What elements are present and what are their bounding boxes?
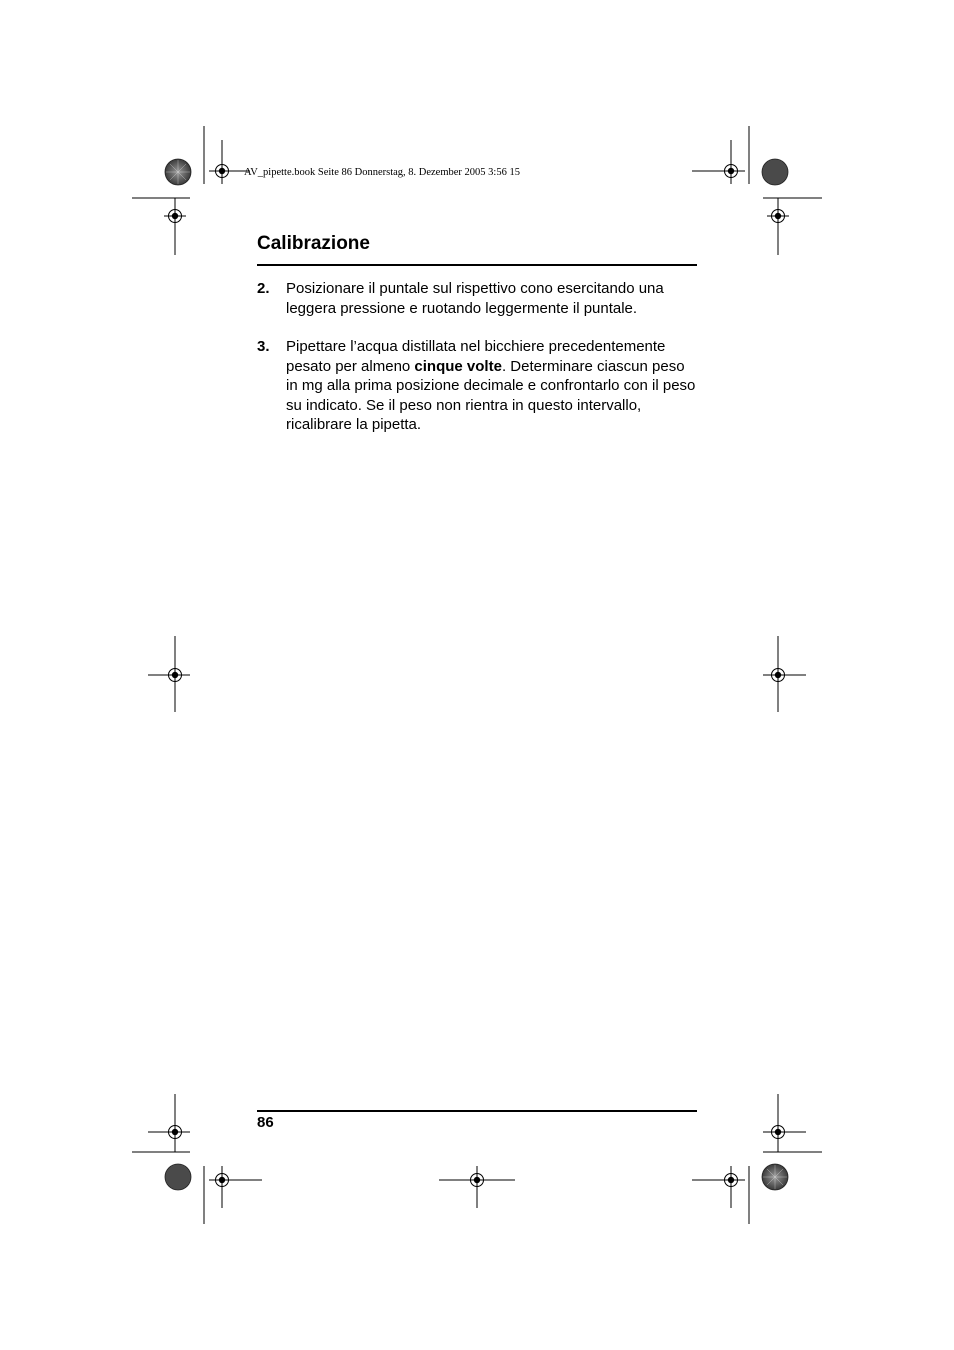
- step-text-part: Pipettare l’acqua distillata nel bicchiere precedentemente pesato per almeno: [286, 338, 666, 375]
- print-slug-line: AV_pipette.book Seite 86 Donnerstag, 8. Dezember 2005 3:56 15: [244, 167, 520, 178]
- step-text: Posizionare il puntale sul rispettivo cono esercitando una leggera pressione e ruotando leggermente il puntale.: [286, 280, 664, 317]
- section-title: Calibrazione: [257, 233, 370, 254]
- step-text-part: . Determinare ciascun peso in mg alla prima posizione decimale e confrontarlo con il peso su indicato. Se il peso non rientra in questo intervallo, ricalibrare la pipetta.: [286, 357, 696, 433]
- title-rule: [257, 264, 697, 266]
- page-number: 86: [257, 1114, 274, 1131]
- footer-rule: [257, 1110, 697, 1112]
- emphasis-text: cinque volte: [414, 357, 502, 375]
- step-number: 3.: [257, 338, 270, 355]
- step-text: [286, 337, 697, 435]
- step-number: 2.: [257, 280, 270, 297]
